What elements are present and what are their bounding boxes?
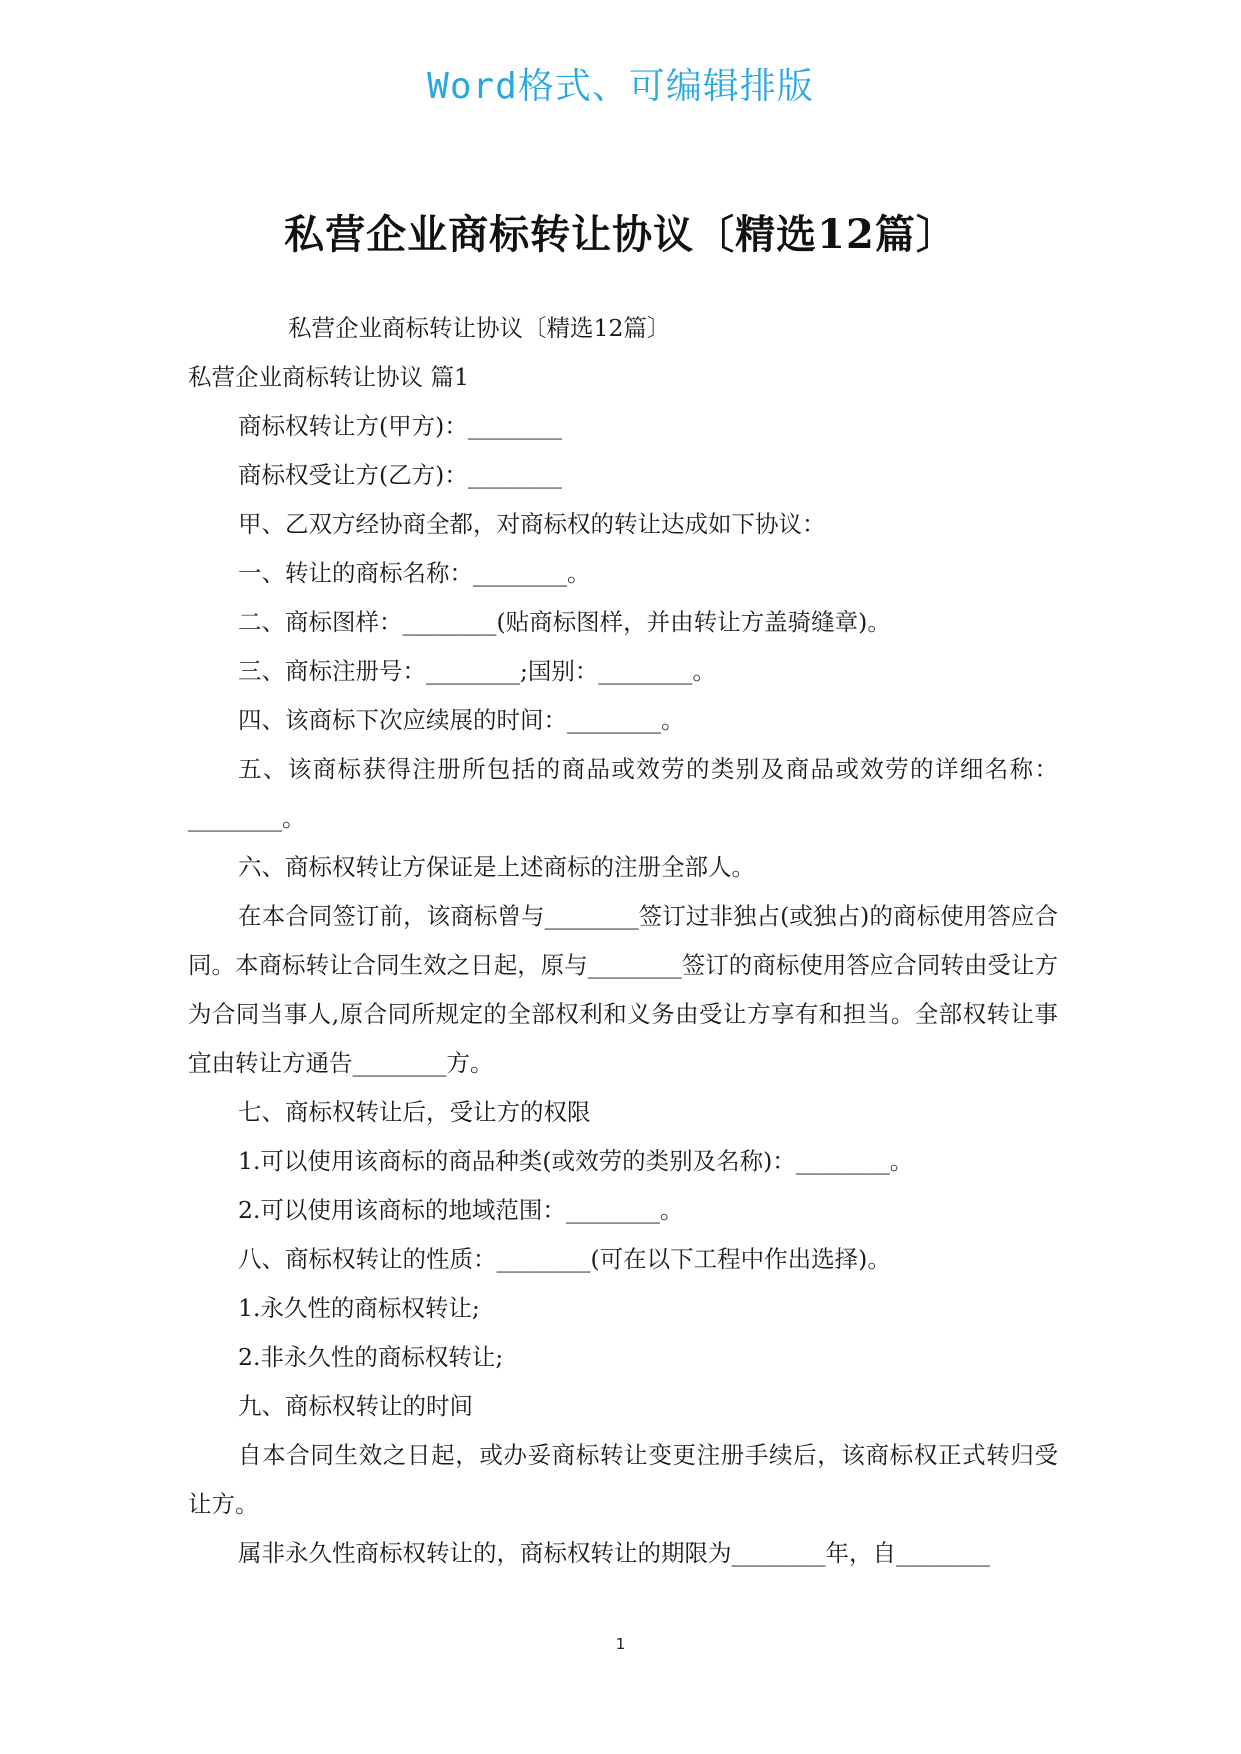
paragraph: 五、该商标获得注册所包括的商品或效劳的类别及商品或效劳的详细名称：________。 xyxy=(188,755,1058,832)
paragraph: 商标权转让方(甲方)：________ xyxy=(238,412,562,440)
paragraph: 自本合同生效之日起，或办妥商标转让变更注册手续后，该商标权正式转归受让方。 xyxy=(188,1441,1058,1518)
paragraph: 一、转让的商标名称：________。 xyxy=(238,559,591,587)
section-heading: 私营企业商标转让协议 篇1 xyxy=(188,363,469,391)
paragraph: 七、商标权转让后，受让方的权限 xyxy=(238,1098,591,1126)
paragraph: 八、商标权转让的性质：________(可在以下工程中作出选择)。 xyxy=(238,1245,891,1273)
paragraph: 2.可以使用该商标的地域范围：________。 xyxy=(238,1196,684,1224)
document-subtitle: 私营企业商标转让协议〔精选12篇〕 xyxy=(288,314,671,342)
document-title: 私营企业商标转让协议〔精选12篇〕 xyxy=(284,211,957,258)
paragraph: 1.永久性的商标权转让; xyxy=(238,1294,480,1322)
paragraph: 九、商标权转让的时间 xyxy=(238,1392,473,1420)
watermark-header: Word格式、可编辑排版 xyxy=(427,66,814,107)
paragraph: 属非永久性商标权转让的，商标权转让的期限为________年，自________ xyxy=(238,1539,990,1567)
paragraph: 甲、乙双方经协商全都，对商标权的转让达成如下协议： xyxy=(238,510,826,538)
page-number: 1 xyxy=(615,1635,626,1653)
paragraph: 在本合同签订前，该商标曾与________签订过非独占(或独占)的商标使用答应合同。本商标转让合同生效之日起，原与________签订的商标使用答应合同转由受让方为合同当事人,原合同所规定的全部权利和义务由受让方享有和担当。全部权转让事宜由转让方通告________方。 xyxy=(188,902,1058,1077)
paragraph: 商标权受让方(乙方)：________ xyxy=(238,461,562,489)
paragraph: 四、该商标下次应续展的时间：________。 xyxy=(238,706,685,734)
document-body xyxy=(188,304,1058,1578)
paragraph: 1.可以使用该商标的商品种类(或效劳的类别及名称)：________。 xyxy=(238,1147,914,1175)
paragraph: 六、商标权转让方保证是上述商标的注册全部人。 xyxy=(238,853,755,881)
paragraph: 2.非永久性的商标权转让; xyxy=(238,1343,504,1371)
paragraph: 二、商标图样：________(贴商标图样，并由转让方盖骑缝章)。 xyxy=(238,608,891,636)
paragraph: 三、商标注册号：________;国别：________。 xyxy=(238,657,716,685)
